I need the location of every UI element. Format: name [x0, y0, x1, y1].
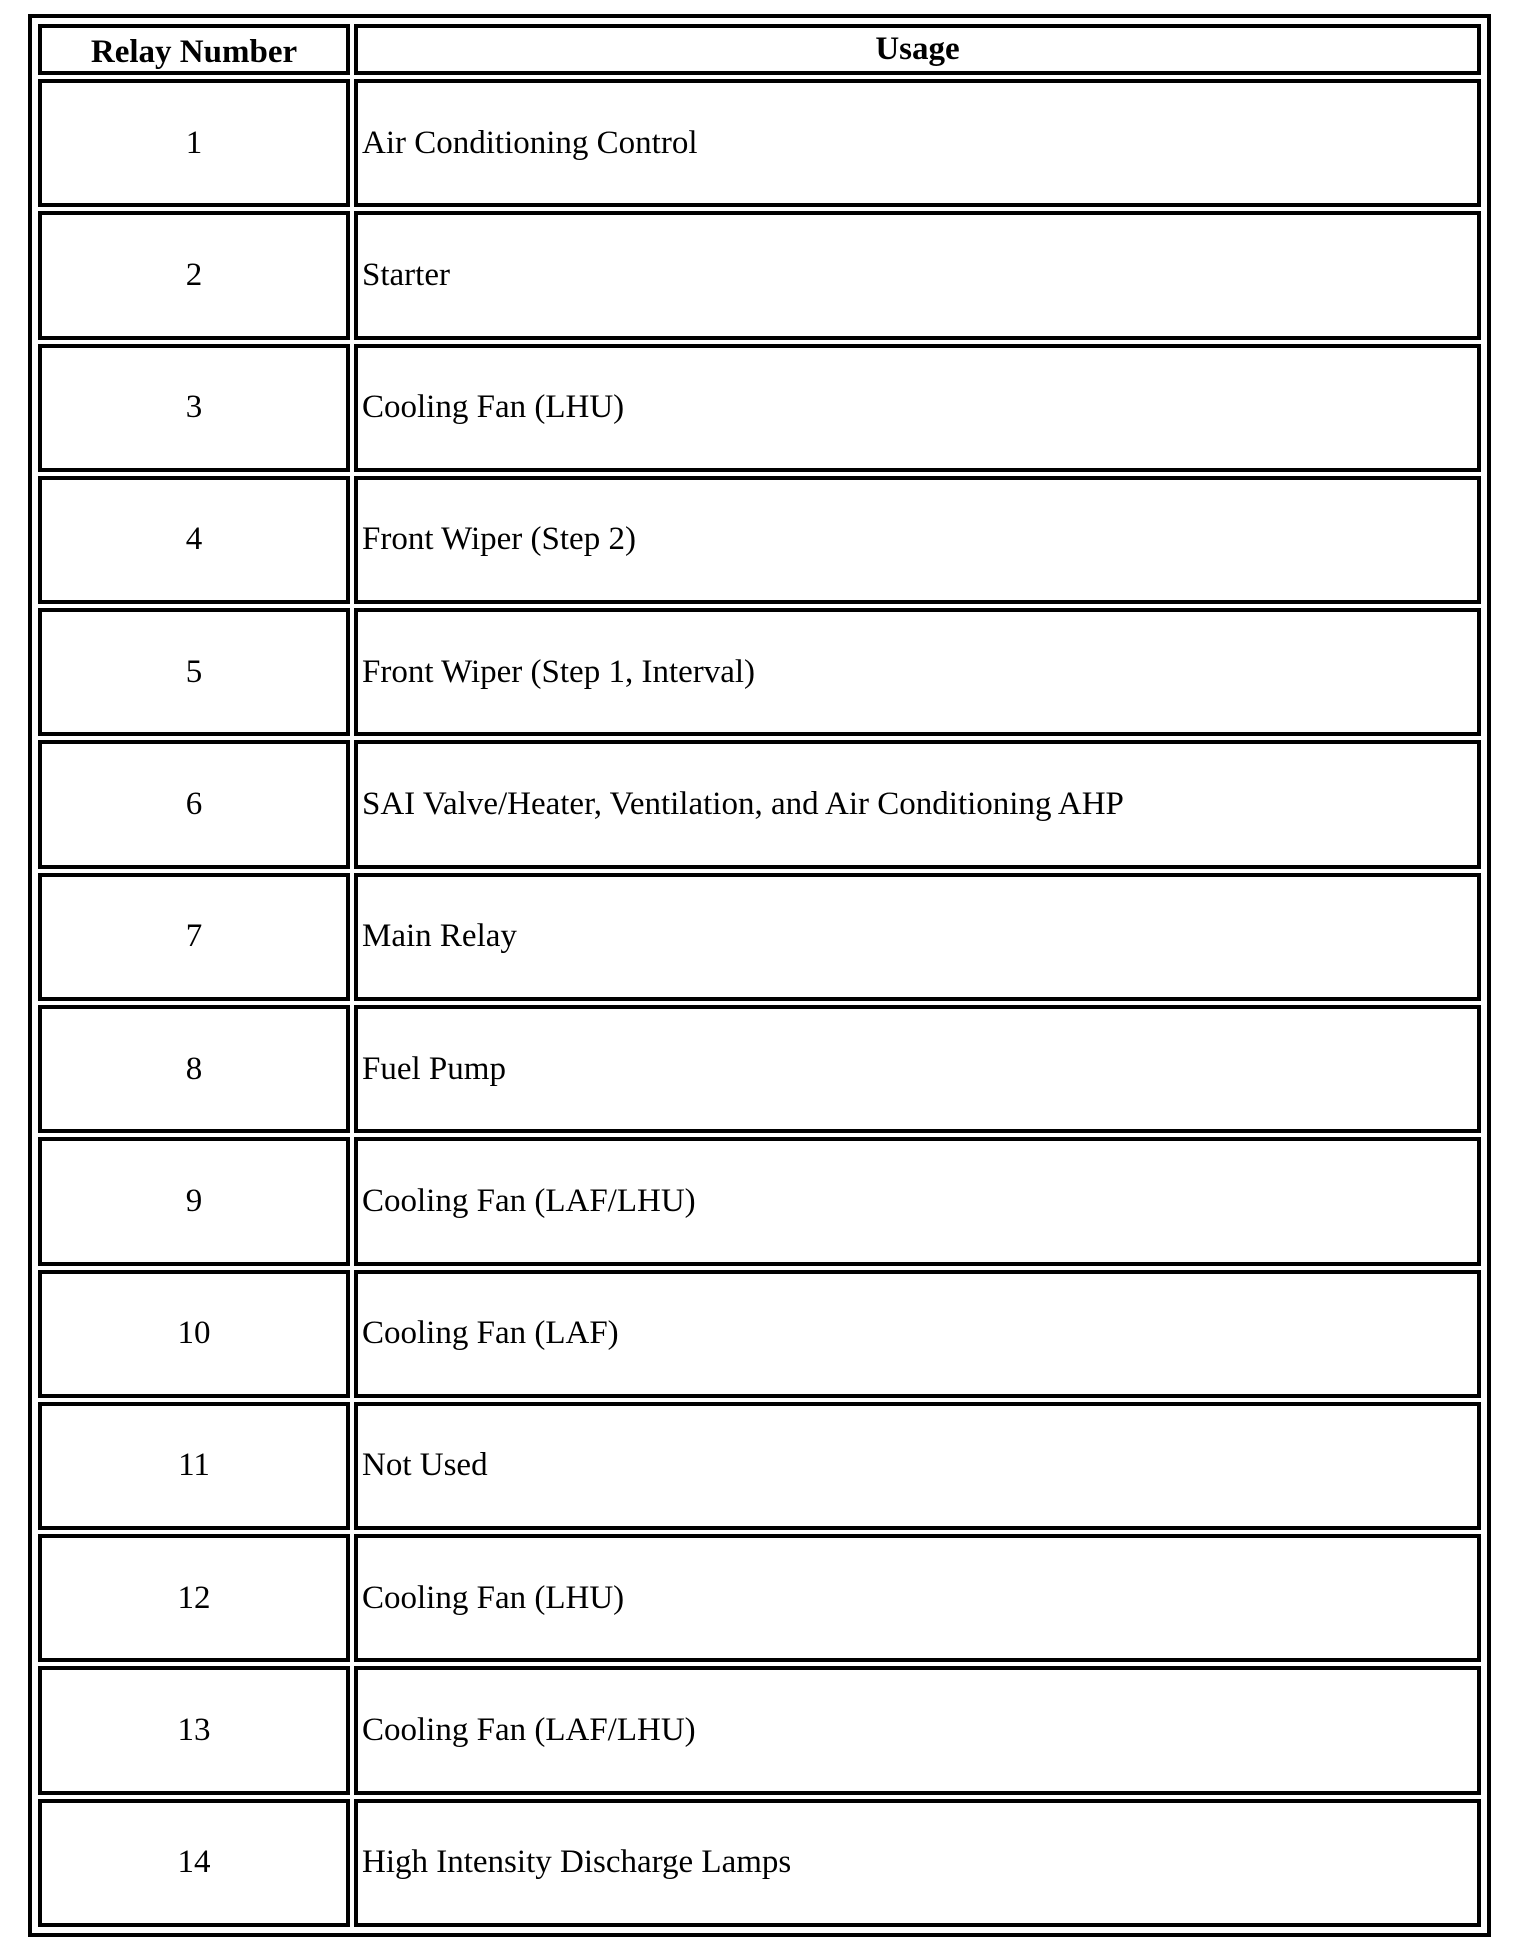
- relay-number-cell: 12: [38, 1534, 350, 1662]
- usage-cell: Front Wiper (Step 2): [354, 476, 1481, 604]
- header-row: [38, 24, 1481, 75]
- relay-table-body: [38, 79, 1481, 1927]
- table-row: [38, 1137, 1481, 1265]
- table-row: [38, 476, 1481, 604]
- table-row: [38, 608, 1481, 736]
- table-row: [38, 1402, 1481, 1530]
- usage-cell: Cooling Fan (LHU): [354, 1534, 1481, 1662]
- relay-number-cell: 11: [38, 1402, 350, 1530]
- usage-header: Usage: [354, 24, 1481, 75]
- relay-table-frame: [28, 14, 1491, 1937]
- table-row: [38, 1534, 1481, 1662]
- table-row: [38, 1666, 1481, 1794]
- usage-cell: SAI Valve/Heater, Ventilation, and Air Conditioning AHP: [354, 740, 1481, 868]
- relay-number-cell: 1: [38, 79, 350, 207]
- usage-cell: Main Relay: [354, 873, 1481, 1001]
- usage-cell: Fuel Pump: [354, 1005, 1481, 1133]
- relay-number-cell: 13: [38, 1666, 350, 1794]
- usage-cell: Cooling Fan (LAF): [354, 1270, 1481, 1398]
- relay-number-cell: 10: [38, 1270, 350, 1398]
- usage-cell: Cooling Fan (LHU): [354, 344, 1481, 472]
- table-row: [38, 740, 1481, 868]
- relay-table: [34, 20, 1485, 1931]
- usage-cell: Cooling Fan (LAF/LHU): [354, 1666, 1481, 1794]
- relay-number-cell: 8: [38, 1005, 350, 1133]
- table-row: [38, 1270, 1481, 1398]
- table-row: [38, 873, 1481, 1001]
- table-row: [38, 1799, 1481, 1927]
- usage-cell: Starter: [354, 211, 1481, 339]
- usage-cell: Not Used: [354, 1402, 1481, 1530]
- table-row: [38, 211, 1481, 339]
- relay-number-header: Relay Number: [38, 24, 350, 75]
- relay-number-cell: 9: [38, 1137, 350, 1265]
- usage-cell: Cooling Fan (LAF/LHU): [354, 1137, 1481, 1265]
- relay-number-cell: 2: [38, 211, 350, 339]
- relay-number-cell: 6: [38, 740, 350, 868]
- usage-cell: High Intensity Discharge Lamps: [354, 1799, 1481, 1927]
- relay-number-cell: 14: [38, 1799, 350, 1927]
- usage-cell: Air Conditioning Control: [354, 79, 1481, 207]
- table-row: [38, 79, 1481, 207]
- relay-number-cell: 4: [38, 476, 350, 604]
- table-row: [38, 1005, 1481, 1133]
- usage-cell: Front Wiper (Step 1, Interval): [354, 608, 1481, 736]
- table-row: [38, 344, 1481, 472]
- relay-number-cell: 7: [38, 873, 350, 1001]
- relay-number-cell: 5: [38, 608, 350, 736]
- relay-number-cell: 3: [38, 344, 350, 472]
